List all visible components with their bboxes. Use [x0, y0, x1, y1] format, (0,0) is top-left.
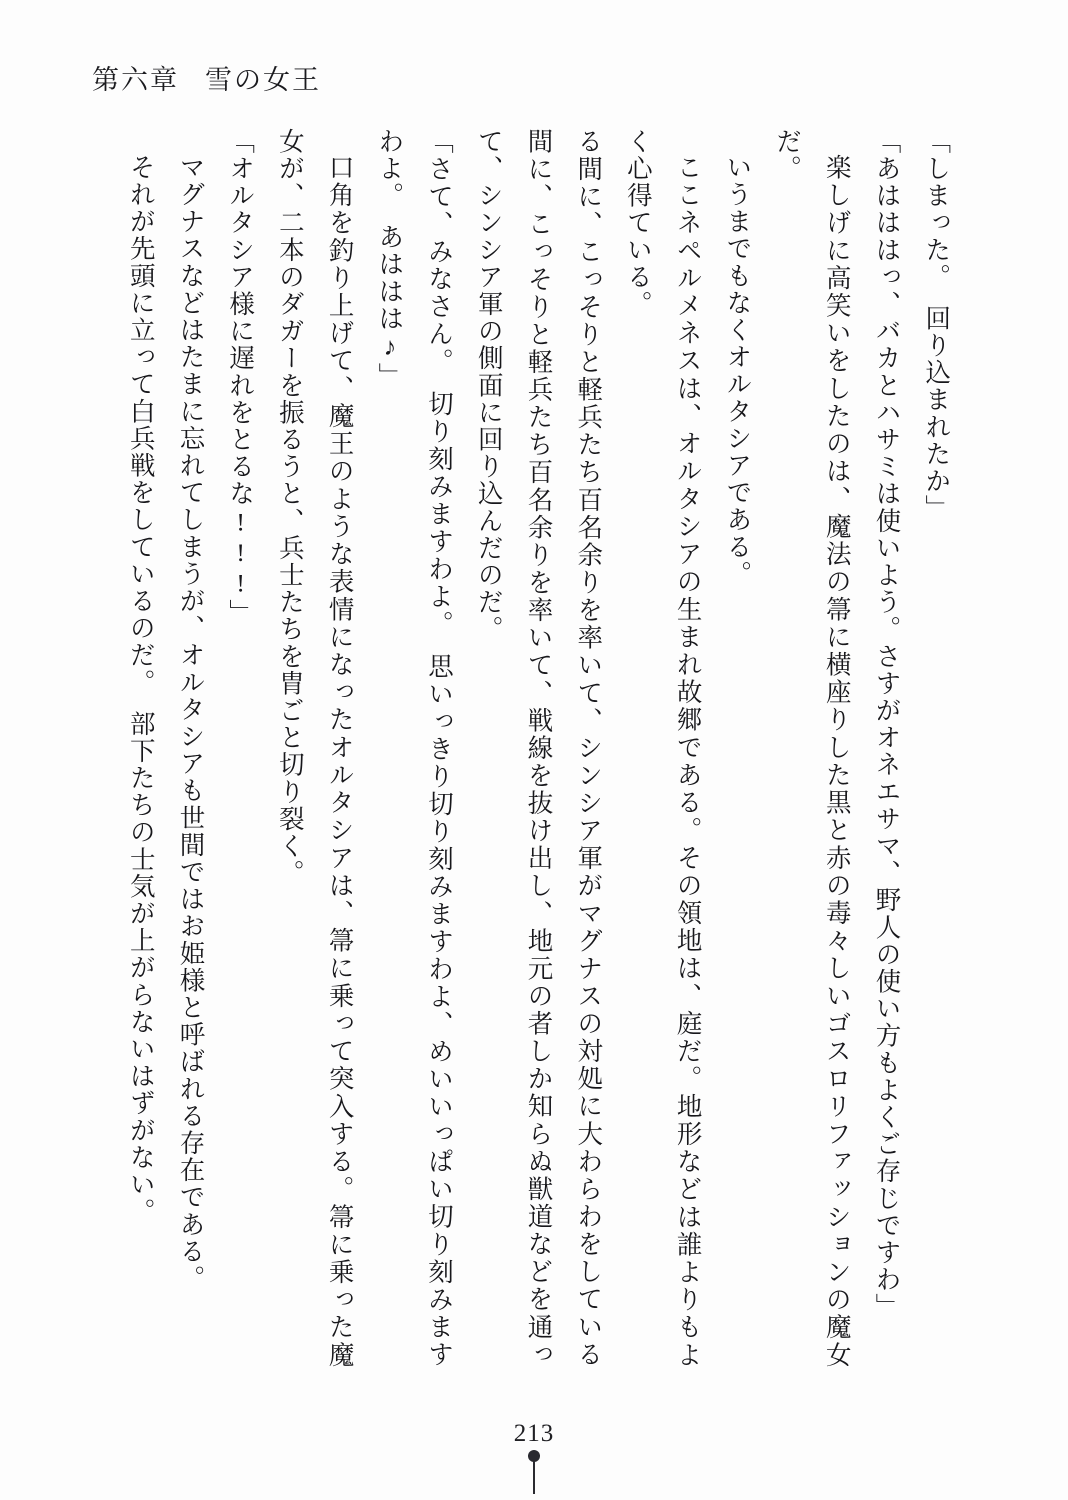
paragraph: いうまでもなくオルタシアである。 — [723, 153, 753, 588]
paragraph: 「オルタシア様に遅れをとるな!!!」 — [226, 128, 256, 627]
paragraph: それが先頭に立って白兵戦をしているのだ。 部下たちの士気が上がらないはずがない。 — [126, 153, 156, 1225]
paragraph: 楽しげに高笑いをしたのは、魔法の箒に横座りした黒と赤の毒々しいゴスロリファッションの魔女だ。 — [773, 128, 852, 1368]
vertical-text-block — [116, 128, 961, 1368]
body-text-area — [116, 128, 996, 1368]
paragraph: 「さて、みなさん。 切り刻みますわよ。 思いっきり切り刻みますわよ、めいいっぱい切り刻みますわよ。 あははは♪」 — [375, 128, 455, 1368]
paragraph: 口角を釣り上げて、魔王のような表情になったオルタシアは、箒に乗って突入する。箒に乗った魔女が、二本のダガーを振るうと、兵士たちを胄ごと切り裂く。 — [275, 128, 355, 1368]
folio-pin-icon — [528, 1450, 540, 1494]
paragraph: る間に、こっそりと軽兵たち百名余りを率いて、シンシア軍がマグナスの対処に大わらわをしている間に、こっそりと軽兵たち百名余りを率いて、戦線を抜け出し、地元の者しか知らぬ獣道などを通って、シンシア軍の側面に回り込んだのだ。 — [474, 128, 604, 1368]
running-head — [92, 58, 321, 97]
chapter-number: 第六章 — [92, 65, 179, 95]
paragraph: 「あはははっ、バカとハサミは使いよう。さすがオネエサマ、野人の使い方もよくご存じですわ」 — [872, 128, 902, 1321]
chapter-title: 雪の女王 — [205, 65, 321, 95]
page-number: 213 — [513, 1420, 555, 1447]
paragraph: マグナスなどはたまに忘れてしまうが、オルタシアも世間ではお姫様と呼ばれる存在である。 — [176, 153, 206, 1292]
paragraph: 「しまった。 回り込まれたか」 — [922, 128, 952, 522]
paragraph: ここネペルメネスは、オルタシアの生まれ故郷である。その領地は、庭だ。地形などは誰よりもよく心得ている。 — [623, 128, 703, 1368]
